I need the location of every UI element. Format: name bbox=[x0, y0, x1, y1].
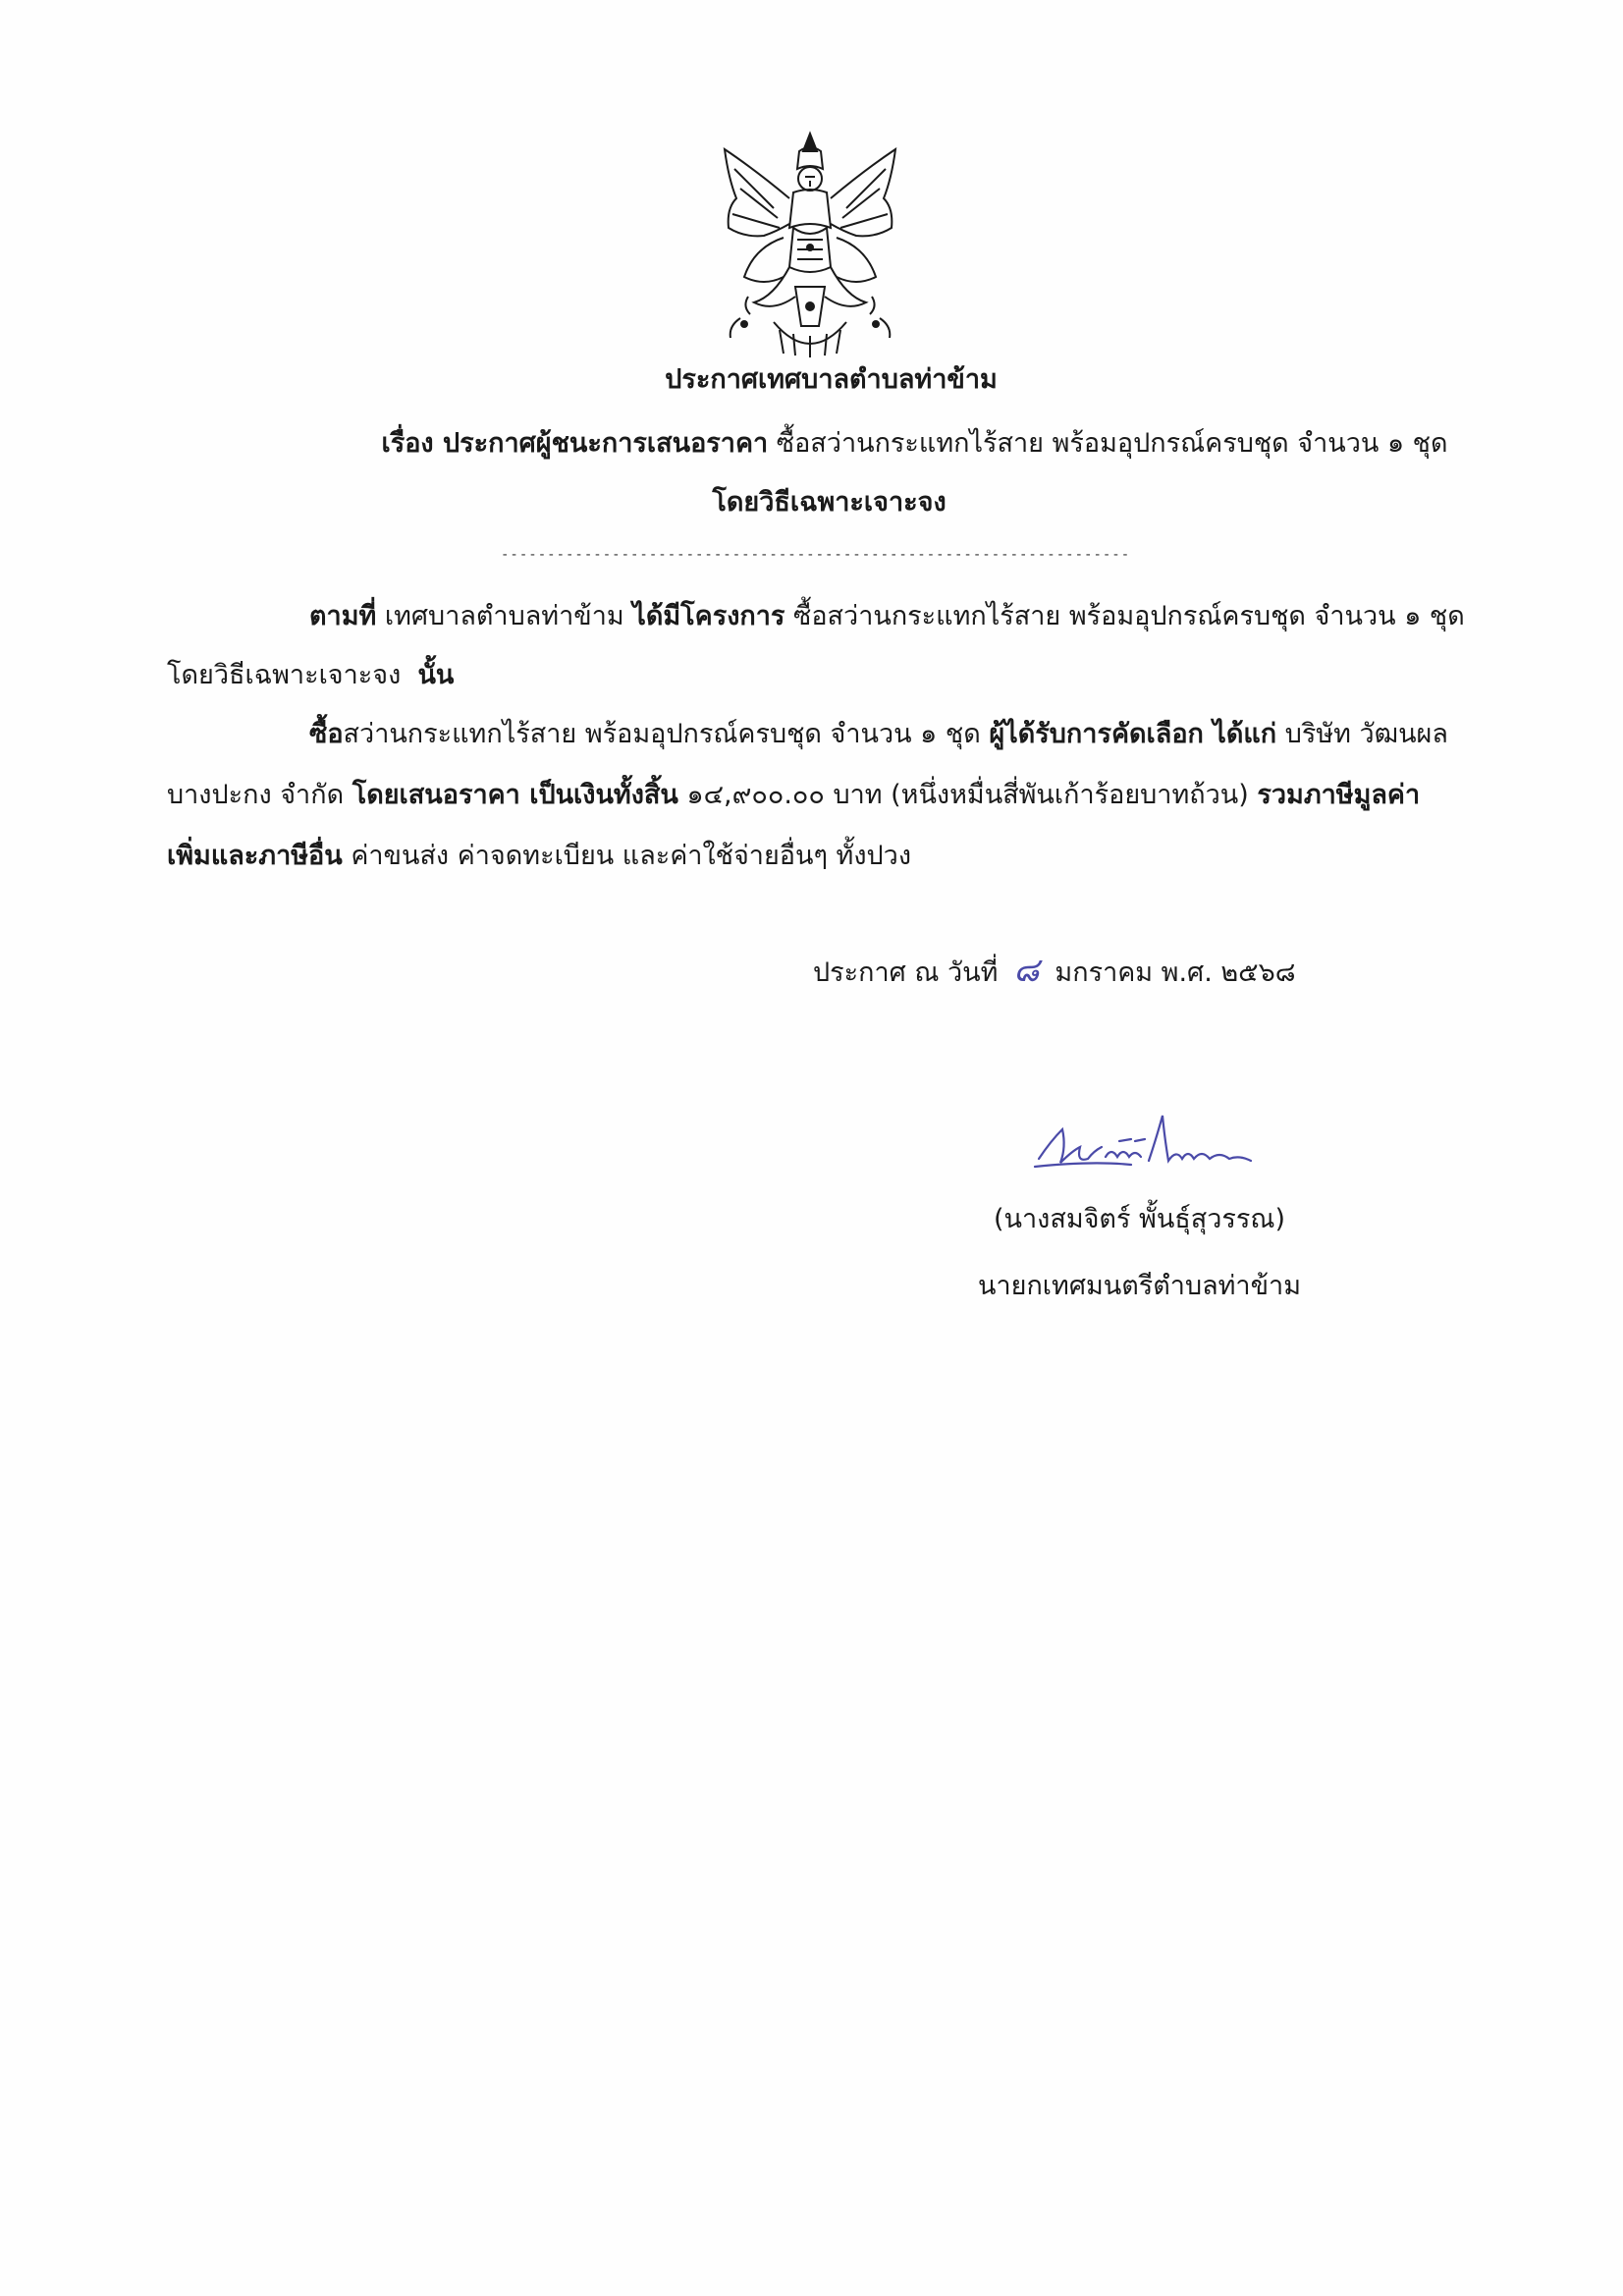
paragraph-1-line-2 bbox=[167, 656, 454, 695]
p2-label-5: เพิ่มและภาษีอื่น bbox=[167, 841, 343, 871]
p2-label-2: ผู้ได้รับการคัดเลือก ได้แก่ bbox=[989, 719, 1277, 749]
p1-text-2: ซื้อสว่านกระแทกไร้สาย พร้อมอุปกรณ์ครบชุด จำนวน ๑ ชุด bbox=[793, 601, 1465, 631]
date-day: ๘ bbox=[1013, 951, 1040, 990]
p2-text-4: ค่าขนส่ง ค่าจดทะเบียน และค่าใช้จ่ายอื่นๆ ทั้งปวง bbox=[351, 841, 912, 871]
document-subject bbox=[103, 424, 1623, 464]
paragraph-1-line-1 bbox=[309, 597, 1465, 636]
handwritten-signature bbox=[1033, 1108, 1259, 1186]
p1-text-1: เทศบาลตำบลท่าข้าม bbox=[384, 601, 624, 631]
p2-text-2: บริษัท วัฒนผล bbox=[1284, 719, 1448, 749]
date-prefix: ประกาศ ณ วันที่ bbox=[813, 957, 999, 988]
p2-label-3: โดยเสนอราคา เป็นเงินทั้งสิ้น bbox=[352, 780, 678, 810]
subject-method: โดยวิธีเฉพาะเจาะจง bbox=[712, 487, 947, 518]
announcement-date bbox=[813, 951, 1296, 993]
paragraph-2-line-1 bbox=[309, 715, 1448, 754]
date-month-year: มกราคม พ.ศ. ๒๕๖๘ bbox=[1055, 957, 1296, 988]
p1-label-1: ตามที่ bbox=[309, 601, 377, 631]
p2-text-1: สว่านกระแทกไร้สาย พร้อมอุปกรณ์ครบชุด จำนวน ๑ ชุด bbox=[343, 719, 981, 749]
p1-text-3: โดยวิธีเฉพาะเจาะจง bbox=[167, 660, 402, 690]
p1-end: นั้น bbox=[417, 660, 455, 690]
document-title: ประกาศเทศบาลตำบลท่าข้าม bbox=[665, 364, 998, 395]
paragraph-2-line-3 bbox=[167, 837, 911, 876]
paragraph-2-line-2 bbox=[167, 776, 1420, 815]
p2-label-1: ซื้อ bbox=[309, 719, 344, 749]
p2-amount: ๑๔,๙๐๐.๐๐ บาท (หนึ่งหมื่นสี่พันเก้าร้อยบาทถ้วน) bbox=[686, 780, 1249, 810]
subject-text: ซื้อสว่านกระแทกไร้สาย พร้อมอุปกรณ์ครบชุด จำนวน ๑ ชุด bbox=[776, 428, 1448, 459]
p2-label-4: รวมภาษีมูลค่า bbox=[1257, 780, 1421, 810]
subject-label: เรื่อง ประกาศผู้ชนะการเสนอราคา bbox=[381, 428, 769, 459]
signatory-position: นายกเทศมนตรีตำบลท่าข้าม bbox=[978, 1271, 1301, 1301]
p2-text-3: บางปะกง จำกัด bbox=[167, 780, 345, 810]
garuda-emblem bbox=[715, 130, 905, 357]
signatory-name: (นางสมจิตร์ พั้นธุ์สุวรรณ) bbox=[994, 1204, 1286, 1234]
p1-label-2: ได้มีโครงการ bbox=[632, 601, 785, 631]
divider: -------------------------------------------------------------------- bbox=[501, 547, 1131, 563]
